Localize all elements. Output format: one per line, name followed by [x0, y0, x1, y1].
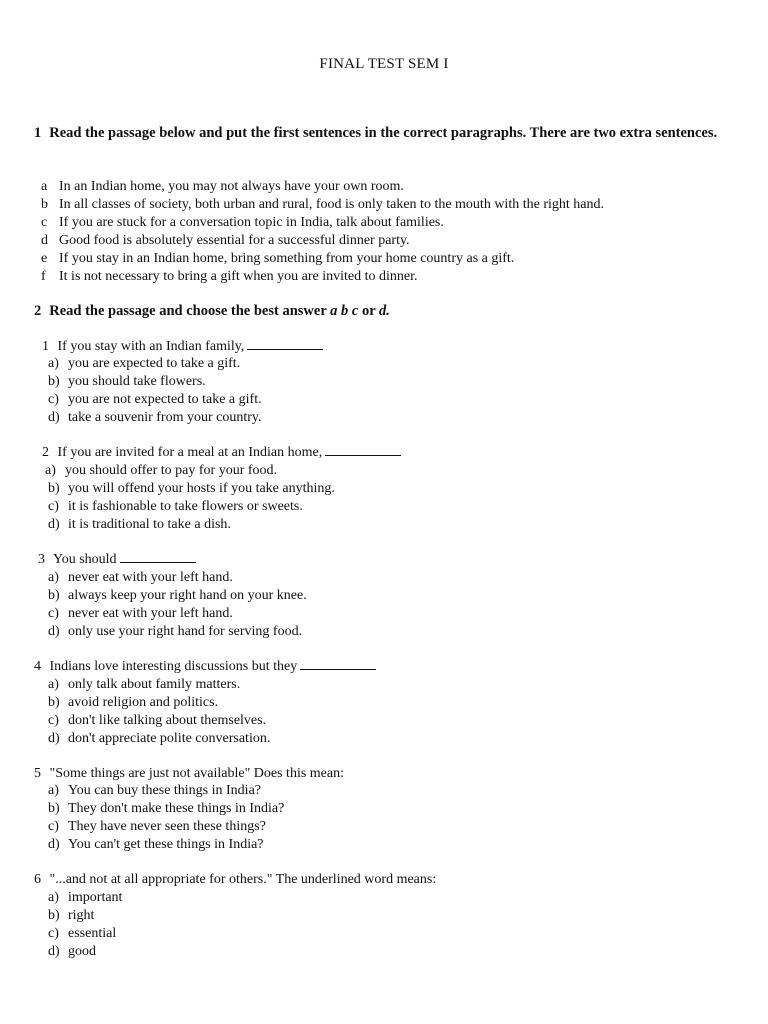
option-text: don't appreciate polite conversation.: [68, 731, 271, 746]
option-text: essential: [68, 926, 117, 941]
item-text: If you stay in an Indian home, bring something from your home country as a gift.: [59, 251, 515, 266]
option-letter: a): [48, 356, 59, 371]
option-text: it is fashionable to take flowers or sweets.: [68, 499, 303, 514]
answer-option: [48, 836, 264, 853]
question-stem: [42, 444, 401, 461]
item-text: Good food is absolutely essential for a successful dinner party.: [59, 233, 410, 248]
question-number: 5: [34, 766, 41, 781]
answer-blank: [300, 658, 376, 670]
item-letter: f: [41, 269, 46, 284]
item-text: In all classes of society, both urban and rural, food is only taken to the mouth with the right hand.: [59, 197, 604, 212]
option-letter: a): [48, 783, 59, 798]
option-letter: b): [48, 695, 60, 710]
option-text: They don't make these things in India?: [68, 801, 285, 816]
question-text: If you stay with an Indian family,: [57, 339, 245, 354]
item-letter: b: [41, 197, 48, 212]
option-text: important: [68, 890, 123, 905]
section1-item: [41, 268, 417, 285]
option-letter: d): [48, 517, 60, 532]
answer-option: [48, 605, 233, 622]
option-text: They have never seen these things?: [68, 819, 266, 834]
option-text: never eat with your left hand.: [68, 570, 233, 585]
option-text: you should take flowers.: [68, 374, 206, 389]
option-letter: c): [48, 926, 59, 941]
item-text: In an Indian home, you may not always have your own room.: [59, 179, 404, 194]
option-text: you are expected to take a gift.: [68, 356, 241, 371]
section2-last-choice: d.: [379, 303, 390, 319]
answer-option: [48, 391, 262, 408]
option-text: only talk about family matters.: [68, 677, 241, 692]
option-letter: d): [48, 944, 60, 959]
option-text: right: [68, 908, 95, 923]
option-letter: a): [48, 890, 59, 905]
answer-option: [48, 800, 284, 817]
question-stem: [34, 871, 436, 888]
section1-item: [41, 250, 514, 267]
option-text: you will offend your hosts if you take anything.: [68, 481, 335, 496]
answer-option: [48, 623, 302, 640]
item-letter: d: [41, 233, 48, 248]
option-letter: a): [48, 570, 59, 585]
answer-blank: [120, 551, 196, 563]
section1-number: 1: [34, 125, 42, 141]
section2-instructions: Read the passage and choose the best answer: [49, 303, 327, 319]
section1-item: [41, 232, 410, 249]
option-text: you are not expected to take a gift.: [68, 392, 262, 407]
section1-instructions: Read the passage below and put the first sentences in the correct paragraphs. There are two extra sentences.: [49, 125, 718, 141]
option-text: good: [68, 944, 96, 959]
question-stem: [42, 338, 323, 355]
question-text: "Some things are just not available" Does this mean:: [49, 766, 344, 781]
option-letter: d): [48, 624, 60, 639]
option-text: always keep your right hand on your knee.: [68, 588, 307, 603]
option-letter: b): [48, 908, 60, 923]
answer-option: [48, 943, 96, 960]
page-title: FINAL TEST SEM I: [319, 56, 449, 72]
item-letter: a: [41, 179, 48, 194]
option-text: don't like talking about themselves.: [68, 713, 267, 728]
question-stem: [34, 658, 376, 675]
question-number: 1: [42, 339, 49, 354]
option-text: only use your right hand for serving food.: [68, 624, 303, 639]
answer-option: [48, 818, 266, 835]
option-text: You can buy these things in India?: [68, 783, 261, 798]
answer-option: [48, 569, 233, 586]
option-letter: c): [48, 713, 59, 728]
option-letter: d): [48, 837, 60, 852]
answer-option: [48, 355, 240, 372]
question-number: 4: [34, 659, 41, 674]
question-stem: [34, 765, 344, 782]
answer-option: [48, 373, 206, 390]
question-text: If you are invited for a meal at an Indian home,: [57, 445, 323, 460]
section1-item: [41, 178, 404, 195]
option-text: You can't get these things in India?: [68, 837, 264, 852]
option-letter: a): [45, 463, 56, 478]
option-letter: c): [48, 606, 59, 621]
item-letter: e: [41, 251, 48, 266]
answer-option: [48, 889, 122, 906]
section1-item: [41, 196, 604, 213]
section2-heading: [34, 302, 734, 321]
answer-option: [48, 409, 261, 426]
answer-option: [48, 730, 270, 747]
option-letter: d): [48, 410, 60, 425]
option-letter: b): [48, 481, 60, 496]
option-text: take a souvenir from your country.: [68, 410, 262, 425]
answer-option: [45, 462, 277, 479]
question-number: 3: [38, 552, 45, 567]
option-letter: a): [48, 677, 59, 692]
section2-choices: a b c: [330, 303, 359, 319]
item-text: If you are stuck for a conversation topic in India, talk about families.: [59, 215, 444, 230]
option-letter: b): [48, 588, 60, 603]
option-letter: b): [48, 374, 60, 389]
section1-item: [41, 214, 444, 231]
question-number: 6: [34, 872, 41, 887]
section2-or: or: [361, 303, 376, 319]
question-text: You should: [52, 552, 117, 567]
section2-number: 2: [34, 303, 42, 319]
answer-option: [48, 498, 303, 515]
answer-option: [48, 712, 266, 729]
option-letter: c): [48, 499, 59, 514]
question-number: 2: [42, 445, 49, 460]
answer-option: [48, 782, 261, 799]
option-letter: b): [48, 801, 60, 816]
answer-option: [48, 676, 240, 693]
option-text: never eat with your left hand.: [68, 606, 233, 621]
answer-option: [48, 480, 335, 497]
section1-heading: [34, 124, 734, 143]
item-letter: c: [41, 215, 48, 230]
question-text: Indians love interesting discussions but they: [49, 659, 298, 674]
answer-option: [48, 587, 307, 604]
answer-option: [48, 907, 94, 924]
option-letter: c): [48, 819, 59, 834]
option-letter: d): [48, 731, 60, 746]
answer-option: [48, 694, 218, 711]
option-text: it is traditional to take a dish.: [68, 517, 231, 532]
question-stem: [38, 551, 196, 568]
answer-blank: [247, 338, 323, 350]
question-text: "...and not at all appropriate for others." The underlined word means:: [49, 872, 437, 887]
answer-option: [48, 925, 116, 942]
option-letter: c): [48, 392, 59, 407]
item-text: It is not necessary to bring a gift when you are invited to dinner.: [59, 269, 418, 284]
option-text: you should offer to pay for your food.: [65, 463, 278, 478]
option-text: avoid religion and politics.: [68, 695, 219, 710]
answer-blank: [325, 444, 401, 456]
answer-option: [48, 516, 231, 533]
